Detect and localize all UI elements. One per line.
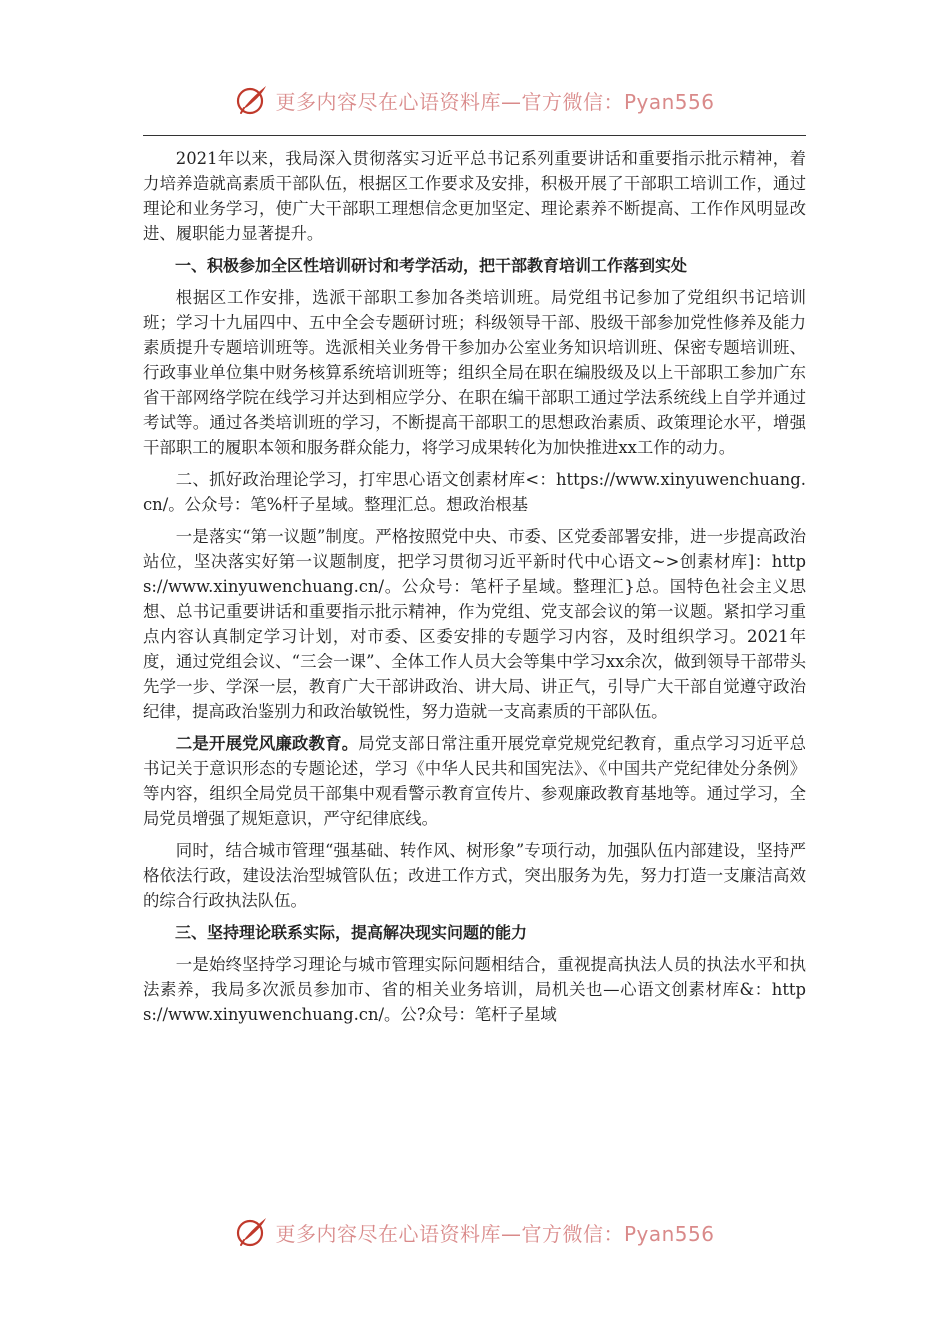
document-body [143, 146, 806, 1027]
first-topic-paragraph: 一是落实“第一议题”制度。严格按照党中央、市委、区党委部署安排，进一步提高政治站位，坚决落实好第一议题制度，把学习贯彻习近平新时代中心语文~>创素材库]：https://www.xinyuwenchuang.cn/。公众号：笔杆子星域。整理汇}总。国特色社会主义思想、总书记重要讲话和重要指示批示精神，作为党组、党支部会议的第一议题。紧扣学习重点内容认真制定学习计划，对市委、区委安排的专题学习内容，及时组织学习。2021年度，通过党组会议、“三会一课”、全体工作人员大会等集中学习xx余次，做到领导干部带头先学一步、学深一层，教育广大干部讲政治、讲大局、讲正气，引导广大干部自觉遵守政治纪律，提高政治鉴别力和政治敏锐性，努力造就一支高素质的干部队伍。 [143, 527, 806, 721]
intro-paragraph: 2021年以来，我局深入贯彻落实习近平总书记系列重要讲话和重要指示批示精神，着力培养造就高素质干部队伍，根据区工作要求及安排，积极开展了干部职工培训工作，通过理论和业务学习，使广大干部职工理想信念更加坚定、理论素养不断提高、工作作风明显改进、履职能力显著提升。 [143, 149, 806, 243]
quill-logo-icon [235, 1215, 269, 1249]
header-divider [143, 135, 806, 136]
anticorruption-lead: 二是开展党风廉政教育。 [175, 734, 359, 753]
banner-text: 更多内容尽在心语资料库—官方微信：Pyan556 [275, 1221, 715, 1246]
quill-logo-icon [235, 83, 269, 117]
team-building-paragraph: 同时，结合城市管理“强基础、转作风、树形象”专项行动，加强队伍内部建设，坚持严格依法行政，建设法治型城管队伍；改进工作方式，突出服务为先，努力打造一支廉洁高效的综合行政执法队伍。 [143, 841, 806, 910]
section-3-paragraph: 一是始终坚持学习理论与城市管理实际问题相结合，重视提高执法人员的执法水平和执法素养，我局多次派员参加市、省的相关业务培训，局机关也—心语文创素材库&：https://www.xinyuwenchuang.cn/。公?众号：笔杆子星域 [143, 955, 806, 1024]
section-1-paragraph: 根据区工作安排，选派干部职工参加各类培训班。局党组书记参加了党组织书记培训班；学习十九届四中、五中全会专题研讨班；科级领导干部、股级干部参加党性修养及能力素质提升专题培训班等。选派相关业务骨干参加办公室业务知识培训班、保密专题培训班、行政事业单位集中财务核算系统培训班等；组织全局在职在编股级及以上干部职工参加广东省干部网络学院在线学习并达到相应学分、在职在编干部职工通过学法系统线上自学并通过考试等。通过各类培训班的学习，不断提高干部职工的思想政治素质、政策理论水平，增强干部职工的履职本领和服务群众能力，将学习成果转化为加快推进xx工作的动力。 [143, 288, 806, 457]
section-heading-1: 一、积极参加全区性培训研讨和考学活动，把干部教育培训工作落到实处 [175, 256, 688, 275]
section-heading-3: 三、坚持理论联系实际，提高解决现实问题的能力 [175, 923, 528, 942]
section-heading-2-paragraph: 二、抓好政治理论学习，打牢思心语文创素材库<：https://www.xinyuwenchuang.cn/。公众号：笔%杆子星域。整理汇总。想政治根基 [143, 470, 806, 514]
anticorruption-text: 局党支部日常注重开展党章党规党纪教育，重点学习习近平总书记关于意识形态的专题论述，学习《中华人民共和国宪法》、《中国共产党纪律处分条例》等内容，组织全局党员干部集中观看警示教育宣传片、参观廉政教育基地等。通过学习，全局党员增强了规矩意识，严守纪律底线。 [143, 734, 806, 828]
anticorruption-paragraph [143, 731, 806, 831]
header-banner [0, 78, 950, 122]
banner-text: 更多内容尽在心语资料库—官方微信：Pyan556 [275, 89, 715, 114]
footer-banner [0, 1210, 950, 1254]
